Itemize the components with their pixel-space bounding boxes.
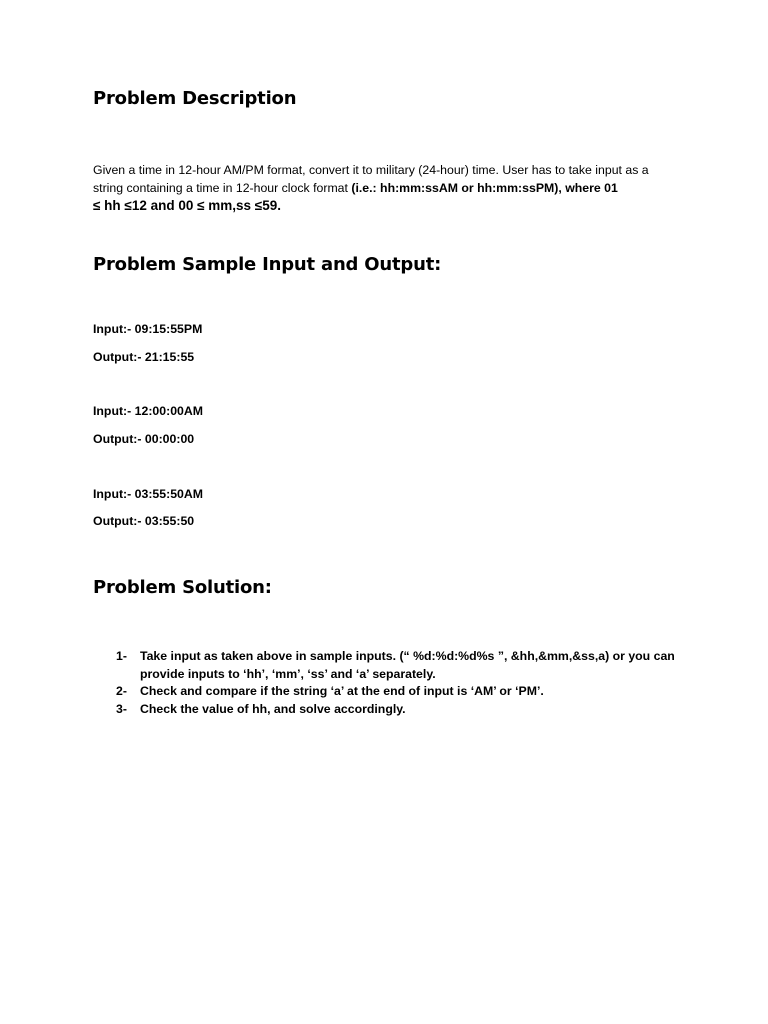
problem-description-heading: Problem Description [93, 88, 297, 109]
solution-step-1 [0, 648, 768, 683]
step-text: Take input as taken above in sample inputs. (“ %d:%d:%d%s ”, &hh,&mm,&ss,a) or you can provide inputs to ‘hh’, ‘mm’, ‘ss’ and ‘a’ separately. [140, 649, 675, 681]
sample-input-2: Input:- 12:00:00AM [93, 404, 203, 418]
description-text-part1: Given a time in 12-hour AM/PM format, convert it to military (24-hour) time. User has to take input as a string containing a time in 12-hour clock format [93, 163, 649, 195]
step-text: Check and compare if the string ‘a’ at the end of input is ‘AM’ or ‘PM’. [140, 684, 544, 698]
step-text: Check the value of hh, and solve accordingly. [140, 701, 406, 716]
solution-step-3 [0, 701, 768, 719]
problem-solution-heading: Problem Solution: [93, 577, 272, 598]
sample-input-3: Input:- 03:55:50AM [93, 487, 203, 501]
step-number: 2- [116, 684, 127, 698]
problem-description-text [93, 162, 673, 216]
solution-step-2 [0, 683, 768, 701]
sample-io-heading: Problem Sample Input and Output: [93, 254, 442, 275]
description-text-part2: (i.e.: hh:mm:ssAM or hh:mm:ssPM), where 01 [351, 180, 618, 195]
description-text-part3: ≤ hh ≤12 and 00 ≤ mm,ss ≤59. [93, 198, 281, 213]
sample-output-1: Output:- 21:15:55 [93, 350, 195, 364]
sample-input-1: Input:- 09:15:55PM [93, 322, 203, 336]
solution-steps-list [0, 648, 768, 718]
sample-output-3: Output:- 03:55:50 [93, 514, 195, 528]
sample-output-2: Output:- 00:00:00 [93, 432, 195, 446]
step-number: 3- [116, 701, 127, 716]
step-number: 1- [116, 649, 127, 663]
